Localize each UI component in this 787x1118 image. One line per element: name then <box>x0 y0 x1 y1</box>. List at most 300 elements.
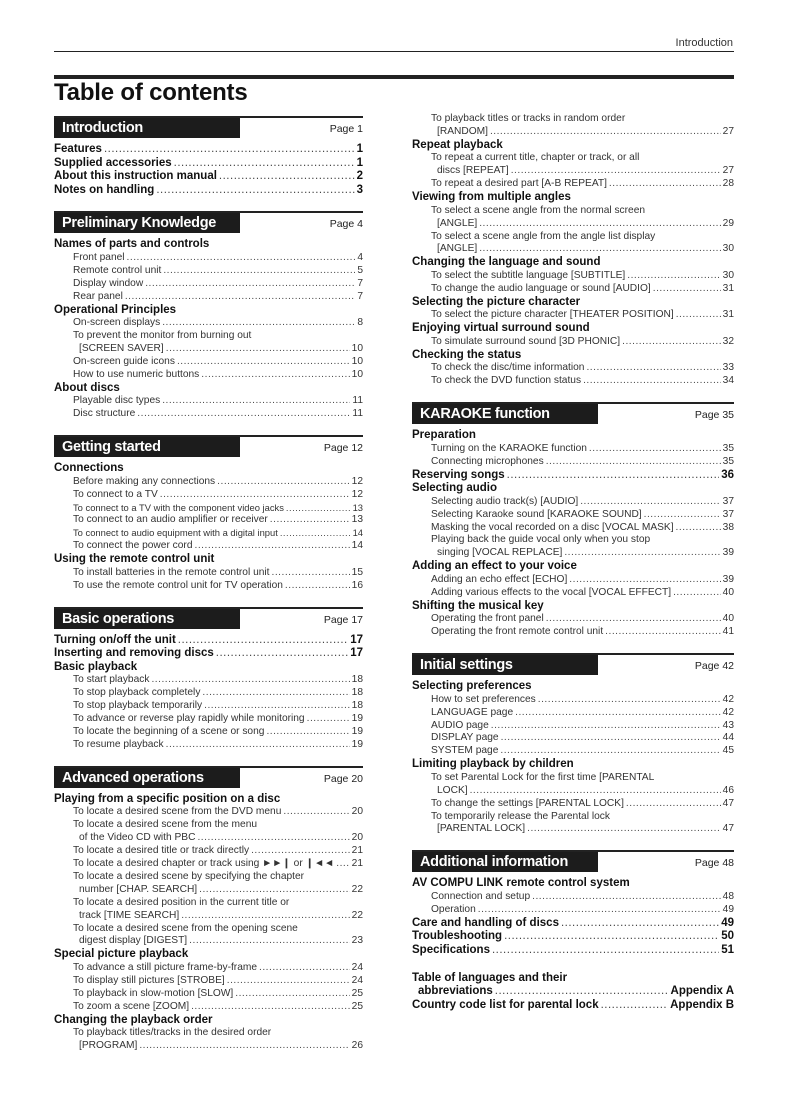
entry-page-number: 38 <box>722 521 734 533</box>
dot-leader <box>163 265 355 278</box>
toc-entry[interactable] <box>54 988 363 1001</box>
dot-leader <box>511 165 721 178</box>
entry-page-number: 34 <box>722 375 734 387</box>
entry-title: abbreviations <box>418 985 493 998</box>
entry-title: To start playback <box>73 674 150 686</box>
section-title: Preliminary Knowledge <box>54 213 240 233</box>
dot-leader <box>201 369 349 382</box>
entry-title: Playable disc types <box>73 395 161 407</box>
toc-heading-entry[interactable] <box>412 944 734 958</box>
toc-entry[interactable] <box>412 745 734 758</box>
running-head: Introduction <box>675 37 733 49</box>
toc-entry[interactable] <box>54 369 363 382</box>
entry-title: Adding an effect to your voice <box>412 560 577 573</box>
entry-title: [ANGLE] <box>437 217 478 229</box>
dot-leader <box>156 184 354 198</box>
entry-title: track [TIME SEARCH] <box>79 909 180 921</box>
dot-leader <box>166 343 350 356</box>
entry-page-number: 8 <box>357 317 363 329</box>
dot-leader <box>490 126 721 139</box>
toc-section-preliminary-knowledge <box>54 211 363 421</box>
entry-page-number: 26 <box>351 1040 363 1052</box>
section-page-number: Page 35 <box>694 409 734 422</box>
entry-title: Repeat playback <box>412 138 503 151</box>
entry-title: Enjoying virtual surround sound <box>412 322 590 335</box>
entry-page-number: 18 <box>351 700 363 712</box>
toc-heading-entry <box>412 560 734 574</box>
dot-leader <box>589 443 721 456</box>
entry-page-number: 11 <box>352 408 363 420</box>
toc-heading-entry[interactable] <box>412 930 734 944</box>
dot-leader <box>605 626 721 639</box>
toc-entry[interactable] <box>412 309 734 322</box>
entry-page-number: 36 <box>721 468 734 481</box>
toc-entry[interactable] <box>54 713 363 726</box>
entry-title: Rear panel <box>73 290 123 302</box>
dot-leader <box>259 962 350 975</box>
entry-title: To connect to an audio amplifier or receiver <box>73 514 268 526</box>
entry-page-number: 1 <box>356 143 363 155</box>
dot-leader <box>235 988 349 1001</box>
entry-page-number: 30 <box>722 243 734 255</box>
entry-page-number: 47 <box>722 823 734 835</box>
entry-page-number: 40 <box>722 613 734 625</box>
entry-title: digest display [DIGEST] <box>79 935 188 947</box>
entry-page-number: 27 <box>722 125 734 137</box>
entry-title: [PARENTAL LOCK] <box>437 823 526 835</box>
entry-title: Connection and setup <box>431 890 531 902</box>
toc-entry[interactable] <box>412 231 734 257</box>
entry-page-number: 15 <box>351 566 363 578</box>
entry-page-number: 48 <box>722 890 734 902</box>
toc-entry[interactable] <box>412 707 734 720</box>
entry-title: Changing the playback order <box>54 1013 213 1026</box>
entry-title: Playing back the guide vocal only when you stop <box>431 534 651 546</box>
toc-entry[interactable] <box>412 891 734 904</box>
entry-title: [ANGLE] <box>437 243 478 255</box>
page-title: Table of contents <box>54 79 248 106</box>
entry-title: To install batteries in the remote control unit <box>73 566 270 578</box>
toc-entry[interactable] <box>54 502 363 515</box>
entry-page-number: 22 <box>351 909 363 921</box>
dot-leader <box>191 1001 350 1014</box>
entry-title: discs [REPEAT] <box>437 165 509 177</box>
section-header <box>412 402 734 426</box>
dot-leader <box>478 904 721 917</box>
toc-entry[interactable] <box>54 540 363 553</box>
section-page-number: Page 1 <box>329 123 363 135</box>
dot-leader <box>583 375 721 388</box>
entry-title: To simulate surround sound [3D PHONIC] <box>431 335 621 347</box>
toc-section-basic-operations <box>54 607 363 752</box>
entry-title: How to set preferences <box>431 693 536 705</box>
toc-entry[interactable] <box>412 798 734 811</box>
entry-page-number: 28 <box>722 178 734 190</box>
entry-title: On-screen displays <box>73 317 161 329</box>
toc-entry[interactable] <box>412 587 734 600</box>
toc-heading-entry <box>412 256 734 270</box>
entry-page-number: 3 <box>356 183 363 196</box>
entry-title: of the Video CD with PBC <box>79 832 196 844</box>
entry-page-number: 33 <box>722 362 734 374</box>
toc-entry[interactable] <box>54 871 363 897</box>
entry-title: About discs <box>54 381 120 394</box>
entry-page-number: 17 <box>350 633 363 646</box>
entry-title: To playback titles or tracks in random order <box>431 113 626 124</box>
entry-page-number: 37 <box>722 508 734 520</box>
entry-title: Care and handling of discs <box>412 916 559 929</box>
entry-page-number: 37 <box>722 495 734 507</box>
entry-title: Inserting and removing discs <box>54 647 214 660</box>
toc-entry[interactable] <box>412 811 734 837</box>
toc-right-column <box>412 113 734 1026</box>
toc-entry[interactable] <box>412 456 734 469</box>
dot-leader <box>495 985 669 999</box>
toc-heading-entry[interactable] <box>412 972 734 999</box>
toc-entry[interactable] <box>54 476 363 489</box>
toc-entry[interactable] <box>54 317 363 330</box>
toc-entry[interactable] <box>412 362 734 375</box>
toc-entry[interactable] <box>54 739 363 752</box>
toc-entry[interactable] <box>412 772 734 798</box>
dot-leader <box>174 157 355 171</box>
toc-section-additional-information <box>412 850 734 1012</box>
toc-entry[interactable] <box>412 509 734 522</box>
entry-page-number: 19 <box>351 713 363 725</box>
toc-entry[interactable] <box>412 375 734 388</box>
entry-title: Display window <box>73 277 144 289</box>
toc-entry[interactable] <box>54 356 363 369</box>
toc-heading-entry <box>54 382 363 396</box>
toc-entry[interactable] <box>412 534 734 560</box>
toc-heading-entry[interactable] <box>412 999 734 1013</box>
section-page-number: Page 12 <box>323 442 363 455</box>
entry-page-number: 18 <box>351 687 363 699</box>
section-header <box>412 850 734 874</box>
toc-entry[interactable] <box>412 694 734 707</box>
toc-entry[interactable] <box>412 496 734 509</box>
entry-title: Supplied accessories <box>54 156 172 169</box>
entry-title: To select the subtitle language [SUBTITLE] <box>431 269 626 281</box>
entry-title: Country code list for parental lock <box>412 998 599 1011</box>
toc-section-introduction <box>54 116 363 197</box>
toc-heading-entry[interactable] <box>54 157 363 171</box>
entry-page-number: 14 <box>352 527 363 539</box>
entry-page-number: 7 <box>357 290 363 302</box>
entry-title: To set Parental Lock for the first time [PARENTAL <box>431 771 655 783</box>
entry-title: To select the picture character [THEATER POSITION] <box>431 309 674 321</box>
toc-entry[interactable] <box>54 687 363 700</box>
entry-page-number: 14 <box>351 540 363 552</box>
entry-title: To locate the beginning of a scene or song <box>73 725 265 737</box>
toc-entry[interactable] <box>54 252 363 265</box>
entry-page-number: 19 <box>351 725 363 737</box>
entry-page-number: 32 <box>722 335 734 347</box>
entry-page-number: 42 <box>722 693 734 705</box>
entry-page-number: 45 <box>722 745 734 757</box>
entry-title: Checking the status <box>412 348 522 361</box>
entry-title: SYSTEM page <box>431 745 499 757</box>
toc-entry[interactable] <box>412 283 734 296</box>
entry-page-number: Appendix B <box>670 998 734 1011</box>
toc-entry[interactable] <box>412 205 734 231</box>
entry-title: On-screen guide icons <box>73 355 175 367</box>
dot-leader <box>676 522 721 535</box>
dot-leader <box>217 476 350 489</box>
toc-heading-entry <box>412 322 734 336</box>
entry-title: Turning on the KARAOKE function <box>431 442 587 454</box>
toc-entry[interactable] <box>54 265 363 278</box>
toc-entry[interactable] <box>412 443 734 456</box>
toc-heading-entry[interactable] <box>54 143 363 157</box>
entry-page-number: 49 <box>722 903 734 915</box>
toc-entry[interactable] <box>412 613 734 626</box>
toc-entry[interactable] <box>412 113 734 139</box>
entry-page-number: 2 <box>356 170 363 183</box>
toc-heading-entry <box>412 139 734 153</box>
toc-entry[interactable] <box>412 732 734 745</box>
dot-leader <box>500 745 720 758</box>
toc-heading-entry <box>54 1014 363 1028</box>
toc-entry[interactable] <box>412 522 734 535</box>
toc-entry[interactable] <box>54 580 363 593</box>
entry-title: Using the remote control unit <box>54 553 215 566</box>
dot-leader <box>336 858 349 871</box>
entry-title: Operation <box>431 903 476 915</box>
toc-entry[interactable] <box>54 923 363 949</box>
entry-page-number: 12 <box>351 488 363 500</box>
toc-heading-entry <box>54 304 363 318</box>
entry-title: To locate a desired position in the current title or <box>73 896 290 908</box>
toc-heading-entry <box>412 349 734 363</box>
toc-heading-entry[interactable] <box>412 917 734 931</box>
entry-title: To change the audio language or sound [AUDIO] <box>431 282 651 294</box>
entry-title: Troubleshooting <box>412 930 503 943</box>
toc-entry[interactable] <box>54 330 363 356</box>
entry-title: Selecting audio <box>412 482 497 495</box>
spacer <box>412 958 734 972</box>
toc-section-getting-started <box>54 435 363 592</box>
entry-title: To check the disc/time information <box>431 362 585 374</box>
entry-title: Adding an echo effect [ECHO] <box>431 573 568 585</box>
toc-heading-entry <box>54 661 363 675</box>
entry-page-number: 10 <box>351 355 363 367</box>
toc-section-continued <box>412 113 734 388</box>
dot-leader <box>609 178 721 191</box>
dot-leader <box>501 732 721 745</box>
entry-page-number: 12 <box>351 475 363 487</box>
section-page-number: Page 20 <box>323 772 363 785</box>
toc-heading-entry[interactable] <box>54 634 363 648</box>
entry-title: [PROGRAM] <box>79 1040 138 1052</box>
toc-entry[interactable] <box>54 674 363 687</box>
entry-title: [SCREEN SAVER] <box>79 343 164 354</box>
toc-entry[interactable] <box>54 975 363 988</box>
entry-page-number: 31 <box>722 282 734 294</box>
entry-title: Viewing from multiple angles <box>412 191 571 204</box>
toc-heading-entry <box>54 553 363 567</box>
toc-heading-entry <box>412 758 734 772</box>
toc-entry[interactable] <box>54 726 363 739</box>
toc-heading-entry <box>54 462 363 476</box>
entry-page-number: 35 <box>722 455 734 467</box>
entry-title: Changing the language and sound <box>412 256 601 269</box>
entry-title: To repeat a desired part [A-B REPEAT] <box>431 178 607 190</box>
toc-entry[interactable] <box>54 806 363 819</box>
entry-title: LANGUAGE page <box>431 706 514 718</box>
toc-heading-entry <box>412 877 734 891</box>
dot-leader <box>177 356 350 369</box>
toc-entry[interactable] <box>54 1001 363 1014</box>
toc-entry[interactable] <box>54 700 363 713</box>
dot-leader <box>202 687 349 700</box>
toc-entry[interactable] <box>54 514 363 527</box>
dot-leader <box>227 975 350 988</box>
dot-leader <box>626 798 721 811</box>
section-header <box>412 653 734 677</box>
entry-title: Masking the vocal recorded on a disc [VOCAL MASK] <box>431 521 674 533</box>
toc-entry[interactable] <box>54 819 363 845</box>
entry-page-number: 27 <box>722 165 734 177</box>
toc-heading-entry <box>412 429 734 443</box>
toc-entry[interactable] <box>54 489 363 502</box>
entry-title: How to use numeric buttons <box>73 368 200 380</box>
section-page-number: Page 48 <box>694 857 734 870</box>
entry-page-number: 41 <box>722 626 734 638</box>
dot-leader <box>307 713 350 726</box>
entry-title: Before making any connections <box>73 475 216 487</box>
entry-page-number: 4 <box>357 251 363 263</box>
toc-entry[interactable] <box>412 270 734 283</box>
dot-leader <box>280 527 351 540</box>
entry-title: Turning on/off the unit <box>54 633 176 646</box>
entry-title: To locate a desired scene from the opening scene <box>73 922 298 934</box>
toc-heading-entry <box>412 680 734 694</box>
dot-leader <box>251 845 350 858</box>
entry-title: Connections <box>54 462 124 475</box>
section-title: Additional information <box>412 852 598 872</box>
entry-title: Connecting microphones <box>431 455 544 467</box>
dot-leader <box>644 509 721 522</box>
dot-leader <box>199 884 350 897</box>
entry-page-number: 51 <box>721 943 734 956</box>
toc-entry[interactable] <box>412 904 734 917</box>
toc-entry[interactable] <box>412 720 734 733</box>
dot-leader <box>601 999 669 1013</box>
entry-page-number: 7 <box>357 277 363 289</box>
dot-leader <box>195 540 350 553</box>
entry-page-number: 22 <box>351 883 363 895</box>
toc-heading-entry[interactable] <box>54 647 363 661</box>
entry-page-number: 25 <box>351 1000 363 1012</box>
toc-entry[interactable] <box>54 897 363 923</box>
toc-entry[interactable] <box>54 395 363 408</box>
entry-title: Basic playback <box>54 660 138 673</box>
toc-section-initial-settings <box>412 653 734 836</box>
entry-title: Disc structure <box>73 408 136 420</box>
entry-title: Notes on handling <box>54 183 155 196</box>
toc-section-karaoke-function <box>412 402 734 639</box>
dot-leader <box>564 547 720 560</box>
toc-entry[interactable] <box>412 152 734 178</box>
entry-title: To resume playback <box>73 738 164 750</box>
toc-entry[interactable] <box>54 291 363 304</box>
toc-heading-entry <box>412 296 734 310</box>
entry-title: number [CHAP. SEARCH] <box>79 883 198 895</box>
dot-leader <box>270 514 350 527</box>
toc-heading-entry[interactable] <box>54 170 363 184</box>
entry-title: To locate a desired scene from the menu <box>73 819 258 831</box>
entry-title: Features <box>54 143 102 155</box>
dot-leader <box>479 243 720 256</box>
section-header <box>54 607 363 631</box>
entry-page-number: Appendix A <box>670 985 734 998</box>
entry-title: Adding various effects to the vocal [VOCAL EFFECT] <box>431 586 672 598</box>
toc-heading-entry[interactable] <box>412 469 734 483</box>
entry-title: Selecting the picture character <box>412 295 581 308</box>
dot-leader <box>285 580 350 593</box>
entry-title: To locate a desired scene from the DVD menu <box>73 806 282 818</box>
toc-entry[interactable] <box>412 574 734 587</box>
entry-title: To repeat a current title, chapter or track, or all <box>431 152 640 164</box>
entry-page-number: 43 <box>722 719 734 731</box>
entry-title: To locate a desired chapter or track using ►►❙ or ❙◄◄ <box>73 858 335 869</box>
entry-title: To zoom a scene [ZOOM] <box>73 1000 190 1012</box>
toc-entry[interactable] <box>54 278 363 291</box>
toc-entry[interactable] <box>54 567 363 580</box>
toc-entry[interactable] <box>54 527 363 540</box>
toc-entry[interactable] <box>54 408 363 421</box>
dot-leader <box>569 574 720 587</box>
toc-entry[interactable] <box>412 626 734 639</box>
dot-leader <box>622 336 721 349</box>
entry-title: AV COMPU LINK remote control system <box>412 877 630 890</box>
toc-entry[interactable] <box>54 962 363 975</box>
dot-leader <box>104 143 355 157</box>
entry-page-number: 1 <box>356 156 363 169</box>
dot-leader <box>507 469 720 483</box>
dot-leader <box>162 395 350 408</box>
entry-page-number: 49 <box>721 916 734 929</box>
toc-entry[interactable] <box>54 1027 363 1053</box>
toc-entry[interactable] <box>54 858 363 871</box>
dot-leader <box>673 587 721 600</box>
toc-entry[interactable] <box>412 178 734 191</box>
section-page-number: Page 17 <box>323 613 363 626</box>
dot-leader <box>538 694 721 707</box>
entry-page-number: 17 <box>350 647 363 660</box>
section-title: Advanced operations <box>54 768 240 788</box>
entry-title: Operating the front panel <box>431 613 544 625</box>
entry-page-number: 47 <box>722 797 734 809</box>
section-page-number: Page 42 <box>694 660 734 673</box>
entry-title: To connect to audio equipment with a digital input <box>73 527 278 539</box>
toc-entry[interactable] <box>412 336 734 349</box>
dot-leader <box>515 707 721 720</box>
entry-title: Operating the front remote control unit <box>431 626 604 638</box>
dot-leader <box>166 739 350 752</box>
entry-page-number: 5 <box>357 264 363 276</box>
toc-heading-entry[interactable] <box>54 184 363 198</box>
toc-heading-entry <box>412 600 734 614</box>
toc-section-advanced-operations <box>54 766 363 1053</box>
entry-page-number: 24 <box>351 961 363 973</box>
section-title: KARAOKE function <box>412 404 598 424</box>
entry-title: To select a scene angle from the angle list display <box>431 230 656 242</box>
section-header <box>54 435 363 459</box>
toc-entry[interactable] <box>54 845 363 858</box>
dot-leader <box>491 720 721 733</box>
